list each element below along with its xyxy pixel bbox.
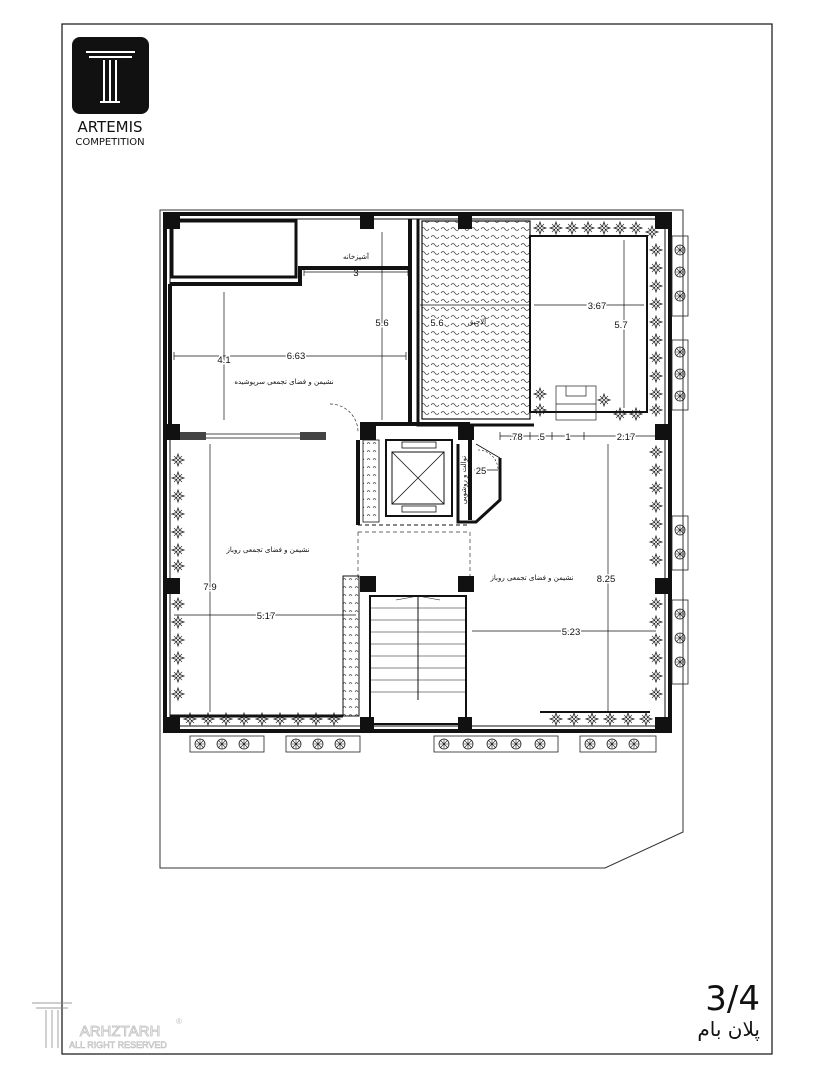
dim-1: 1 [565,432,571,443]
logo-brand: ARTEMIS [77,118,143,136]
elevator [386,440,452,516]
stair-planter [170,576,359,716]
dim-4-1: 4.1 [217,355,231,366]
dim-0-5: .5 [537,432,545,443]
dimension-lines [174,232,656,712]
core-hatch [363,440,379,522]
room-wc: توالت و روشویی [460,455,468,505]
watermark-brand: ARHZTARH [79,1023,161,1040]
mini-stair [556,386,596,420]
covered-living-walls [170,219,410,432]
watermark-rights: ALL RIGHT RESERVED [69,1040,167,1050]
room-kitchen: آشپزخانه [343,253,369,261]
room-open-living-right: نشیمن و فضای تجمعی روباز [490,574,574,582]
room-covered-living: نشیمن و فضای تجمعی سرپوشیده [234,378,334,386]
dim-3-67: 3.67 [587,301,607,312]
glazed-wall [180,432,326,440]
dim-wc-25: 25 [475,466,487,477]
sheet-number: 3/4 [705,979,760,1019]
dim-8-25: 8.25 [596,574,616,585]
artemis-logo [72,37,149,148]
arhztarh-logo-icon [32,1003,72,1048]
dim-7-9: 7.9 [203,582,217,593]
room-pergola: آلاچیق [467,318,487,326]
pergola-box [172,221,296,277]
dashed-guides [358,532,470,580]
sheet-title: پلان بام [697,1017,760,1041]
dim-2-17: 2.17 [616,432,636,443]
dim-5-6-a: 5.6 [375,318,389,329]
door-swing [330,404,358,432]
room-open-living-left: نشیمن و فضای تجمعی روباز [226,546,310,554]
planting-right [650,446,662,700]
dim-5-17: 5.17 [256,611,276,622]
terrace-box [530,236,647,412]
planting-top-right [534,222,662,420]
dim-5-23: 5.23 [561,627,581,638]
dim-kitchen-width: 3 [353,268,359,279]
dim-0-78: .78 [509,432,523,443]
dim-6-63: 6.63 [286,351,306,362]
watermark [32,1003,182,1050]
planting-left [172,454,184,700]
dim-5-7: 5.7 [614,320,628,331]
watermark-registered: ® [176,1017,182,1026]
roof-plan [165,214,688,752]
logo-sub: COMPETITION [75,137,145,148]
dim-5-6-b: 5.6 [430,318,444,329]
main-stairs [370,596,466,724]
